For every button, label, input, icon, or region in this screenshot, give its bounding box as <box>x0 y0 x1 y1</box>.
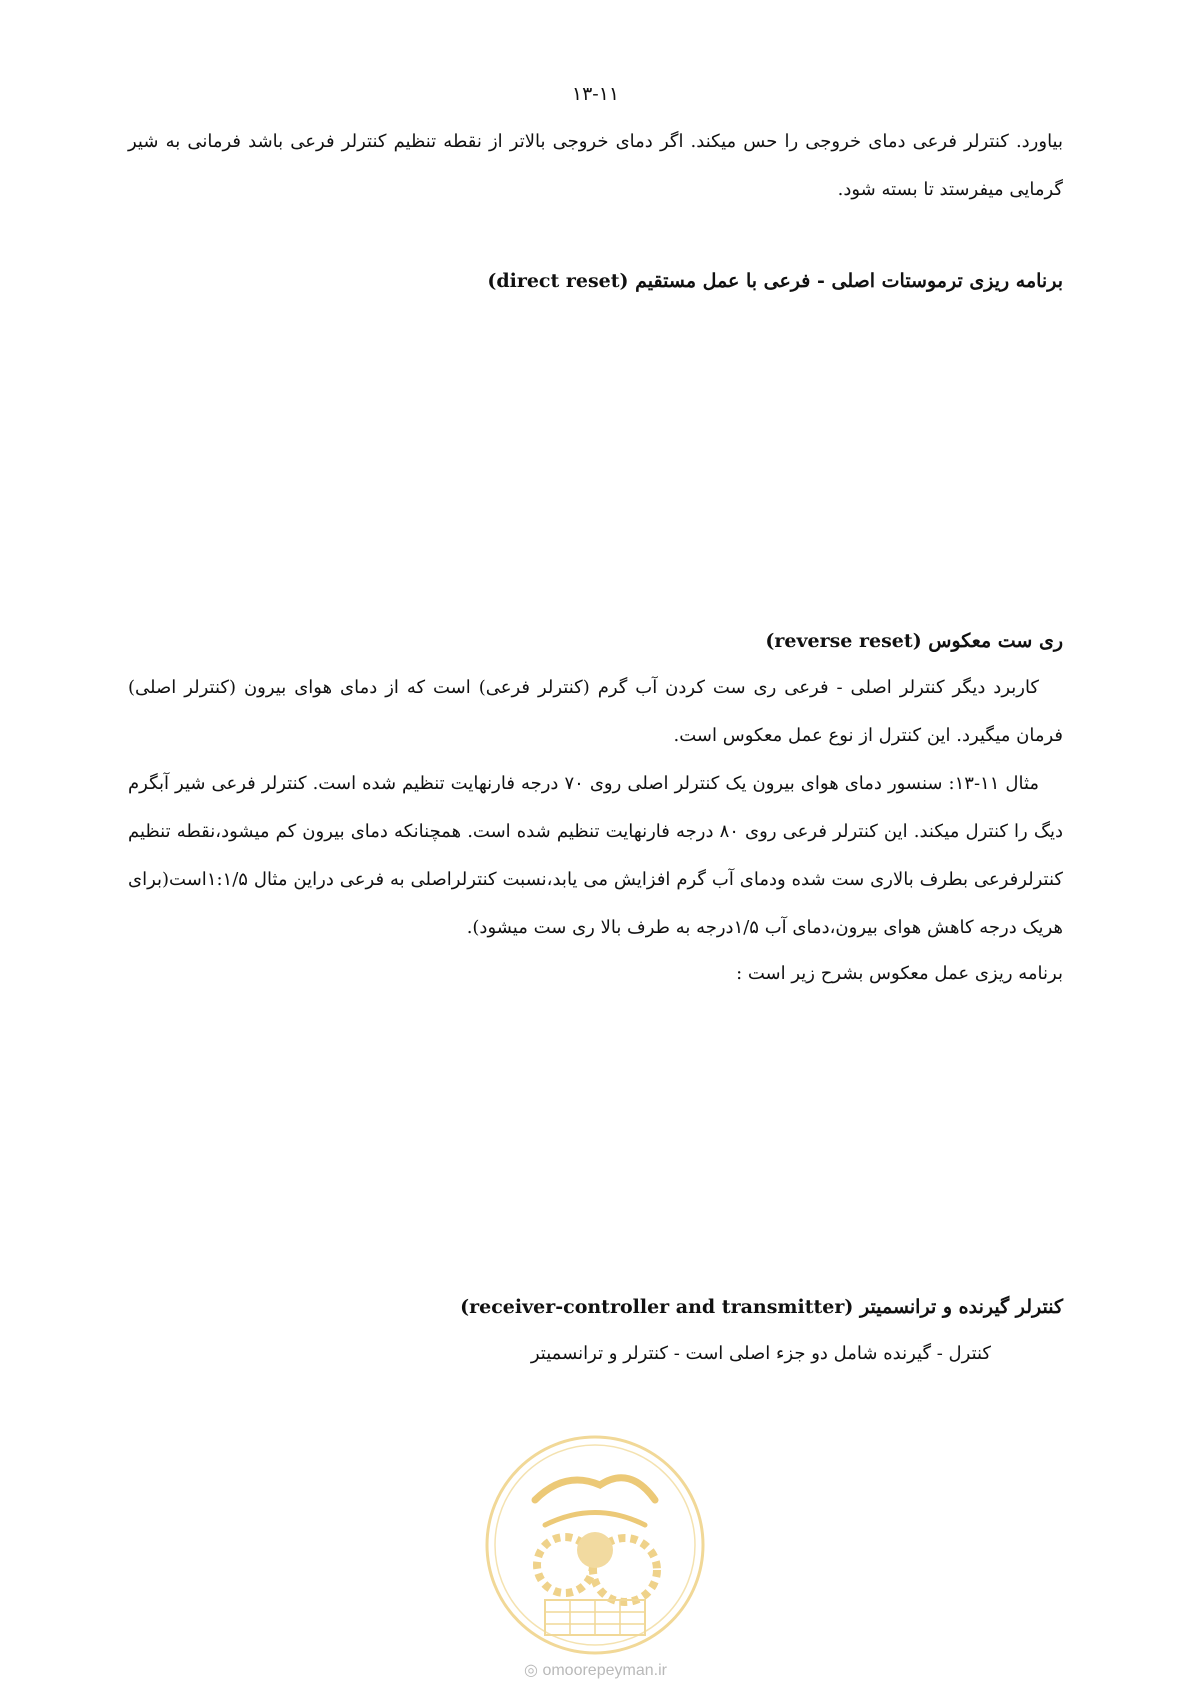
watermark-site: ◎ omoorepeyman.ir <box>524 1662 667 1679</box>
section1-title: برنامه ریزی ترموستات اصلی - فرعی با عمل مستقیم (direct reset) <box>487 270 1063 292</box>
intro-paragraph: بیاورد. کنترلر فرعی دمای خروجی را حس میکند. اگر دمای خروجی بالاتر از نقطه تنظیم کنترلر فرعی باشد فرمانی به شیر گرمایی میفرستد تا بسته شود. <box>128 131 1063 200</box>
page-number: ۱۳-۱۱ <box>571 83 620 105</box>
watermark-seal-icon <box>480 1430 710 1660</box>
watermark-logo <box>480 1430 710 1660</box>
watermark-site-icon: ◎ <box>524 1662 538 1679</box>
section3-para: کنترل - گیرنده شامل دو جزء اصلی است - کنترلر و ترانسمیتر <box>530 1343 991 1364</box>
section2-para1: کاربرد دیگر کنترلر اصلی - فرعی ری ست کردن آب گرم (کنترلر فرعی) است که از دمای هوای بیرون (کنترلر اصلی) فرمان میگیرد. این کنترل از نوع عمل معکوس است. <box>128 677 1063 746</box>
section3-title: کنترلر گیرنده و ترانسمیتر (receiver-controller and transmitter) <box>460 1296 1063 1318</box>
section2-para3: برنامه ریزی عمل معکوس بشرح زیر است : <box>736 963 1063 984</box>
section2-title: ری ست معکوس (reverse reset) <box>765 630 1063 652</box>
section2-para2: مثال ۱۱-۱۳: سنسور دمای هوای بیرون یک کنترلر اصلی روی ۷۰ درجه فارنهایت تنظیم شده است. کنترلر فرعی شیر آبگرم دیگ را کنترل میکند. این کنترلر فرعی روی ۸۰ درجه فارنهایت تنظیم شده است. همچنانکه دمای بیرون کم میشود،نقطه تنظیم کنترلرفرعی بطرف بالاری ست شده ودمای آب گرم افزایش می یابد،نسبت کنترلراصلی به فرعی دراین مثال ۱:۱/۵است(برای هریک درجه کاهش هوای بیرون،دمای آب ۱/۵درجه به طرف بالا ری ست میشود). <box>128 773 1064 938</box>
